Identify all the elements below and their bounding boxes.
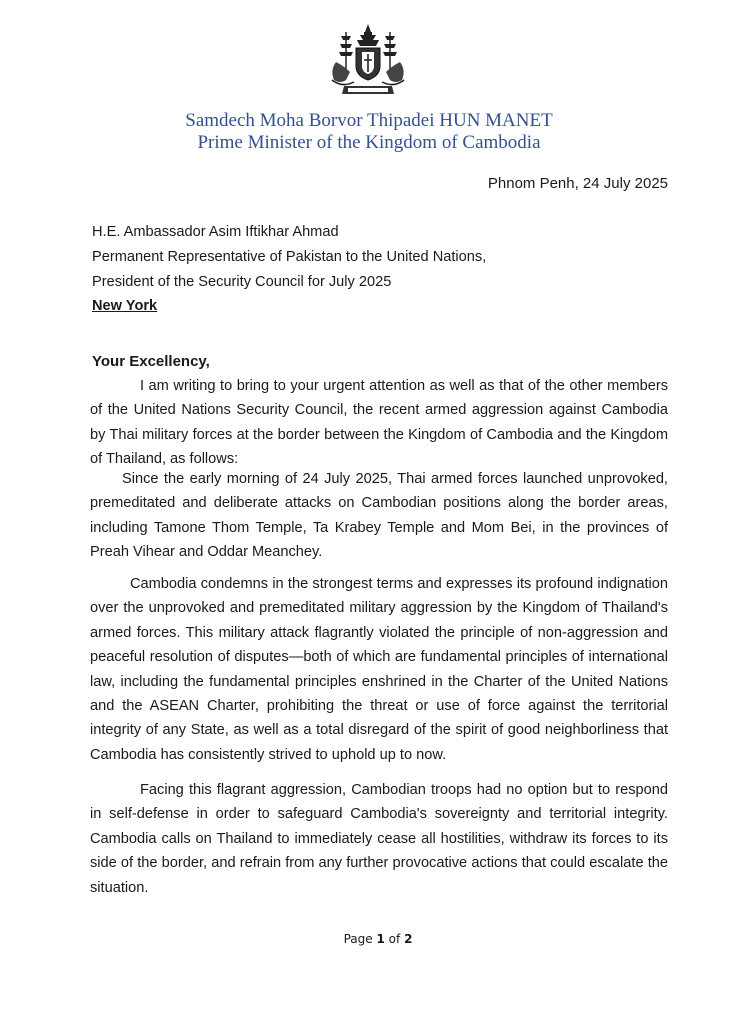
recipient-name: H.E. Ambassador Asim Iftikhar Ahmad — [92, 224, 339, 240]
sender-title: Prime Minister of the Kingdom of Cambodia — [197, 132, 541, 153]
recipient-role: President of the Security Council for July 2025 — [92, 274, 392, 290]
letterhead — [0, 110, 730, 154]
page-number — [0, 932, 730, 946]
recipient-position: Permanent Representative of Pakistan to the United Nations, — [92, 249, 487, 265]
page-word: Page — [343, 932, 373, 946]
recipient-city: New York — [92, 298, 158, 314]
royal-arms-emblem-icon — [322, 22, 414, 98]
date-line: Phnom Penh, 24 July 2025 — [487, 175, 668, 192]
body-paragraph-2-text: Since the early morning of 24 July 2025, Thai armed forces launched unprovoked, premeditated and deliberate attacks on Cambodian positions along the border areas, including Tamone Thom Temple, Ta Krabey Temple and Mom Bei, in the provinces of Preah Vihear and Oddar Meanchey. — [90, 471, 668, 561]
page-total: 2 — [404, 932, 413, 946]
body-paragraph-4: Facing this flagrant aggression, Cambodian troops had no option but to respond in self-defense in order to safeguard Cambodia's sovereignty and territorial integrity. Cambodia calls on Thailand to immediately cease all hostilities, withdraw its forces to its side of the border, and refrain from any further provocative actions that could escalate the situation. — [90, 782, 668, 896]
body-paragraph-2 — [90, 467, 668, 565]
sender-name: Samdech Moha Borvor Thipadei HUN MANET — [185, 110, 553, 131]
body-paragraph-3: Cambodia condemns in the strongest terms and expresses its profound indignation over the unprovoked and premeditated military aggression by the Kingdom of Thailand's armed forces. This military attack flagrantly violated the principle of non-aggression and peaceful resolution of disputes—both of which are fundamental principles of international law, including the fundamental principles enshrined in the Charter of the United Nations and the ASEAN Charter, prohibiting the threat or use of force against the territorial integrity of any State, as well as a total disregard of the spirit of good neighborliness that Cambodia has consistently strived to uphold up to now. — [90, 576, 668, 763]
page-current: 1 — [376, 932, 385, 946]
body-paragraph-1: I am writing to bring to your urgent attention as well as that of the other members of the United Nations Security Council, the recent armed aggression against Cambodia by Thai military forces at the border between the Kingdom of Cambodia and the Kingdom of Thailand, as follows: — [90, 378, 668, 468]
of-word: of — [388, 932, 401, 946]
salutation: Your Excellency, — [92, 353, 210, 370]
